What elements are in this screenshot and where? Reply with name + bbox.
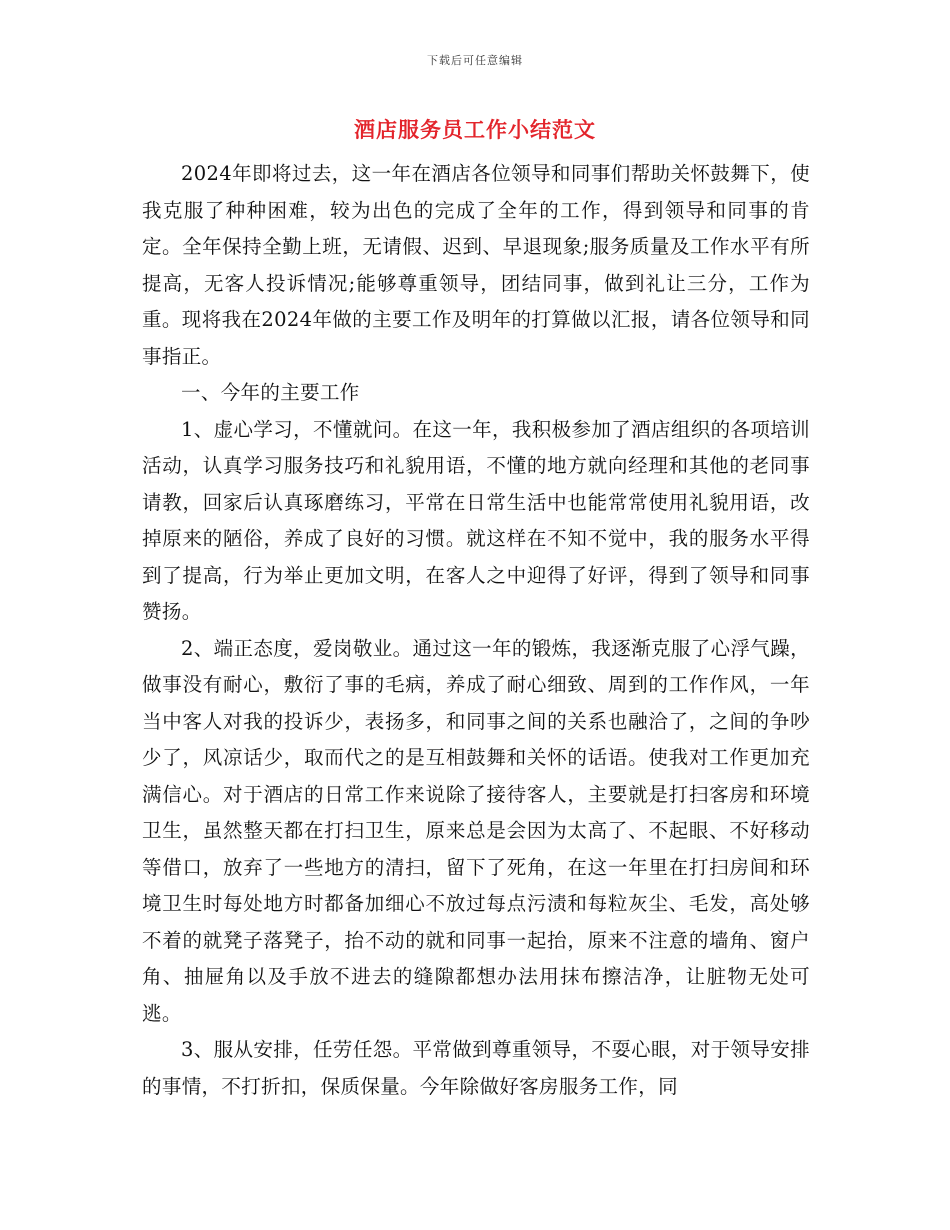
document-title: 酒店服务员工作小结范文 [354, 117, 596, 142]
paragraph-item-2: 2、端正态度，爱岗敬业。通过这一年的锻炼，我逐渐克服了心浮气躁，做事没有耐心，敷衍了事的毛病，养成了耐心细致、周到的工作作风，一年当中客人对我的投诉少，表扬多，和同事之间的关系也融洽了，之间的争吵少了，风凉话少，取而代之的是互相鼓舞和关怀的话语。使我对工作更加充满信心。对于酒店的日常工作来说除了接待客人，主要就是打扫客房和环境卫生，虽然整天都在打扫卫生，原来总是会因为太高了、不起眼、不好移动等借口，放弃了一些地方的清扫，留下了死角，在这一年里在打扫房间和环境卫生时每处地方时都备加细心不放过每点污渍和每粒灰尘、毛发，高处够不着的就凳子落凳子，抬不动的就和同事一起抬，原来不注意的墙角、窗户角、抽屉角以及手放不进去的缝隙都想办法用抹布擦洁净，让脏物无处可逃。 [142, 636, 810, 1025]
header-note: 下载后可任意编辑 [427, 54, 523, 67]
paragraph-item-1: 1、虚心学习，不懂就问。在这一年，我积极参加了酒店组织的各项培训活动，认真学习服务技巧和礼貌用语，不懂的地方就向经理和其他的老同事请教，回家后认真琢磨练习，平常在日常生活中也能常常使用礼貌用语，改掉原来的陋俗，养成了良好的习惯。就这样在不知不觉中，我的服务水平得到了提高，行为举止更加文明，在客人之中迎得了好评，得到了领导和同事赞扬。 [142, 417, 810, 623]
paragraph-intro: 2024年即将过去，这一年在酒店各位领导和同事们帮助关怀鼓舞下，使我克服了种种困难，较为出色的完成了全年的工作，得到领导和同事的肯定。全年保持全勤上班，无请假、迟到、早退现象;服务质量及工作水平有所提高，无客人投诉情况;能够尊重领导，团结同事，做到礼让三分，工作为重。现将我在2024年做的主要工作及明年的打算做以汇报，请各位领导和同事指正。 [142, 162, 810, 368]
paragraph-item-3: 3、服从安排，任劳任怨。平常做到尊重领导，不耍心眼，对于领导安排的事情，不打折扣，保质保量。今年除做好客房服务工作，同 [142, 1038, 810, 1098]
section-heading: 一、今年的主要工作 [181, 381, 360, 404]
document-body [142, 156, 810, 1105]
